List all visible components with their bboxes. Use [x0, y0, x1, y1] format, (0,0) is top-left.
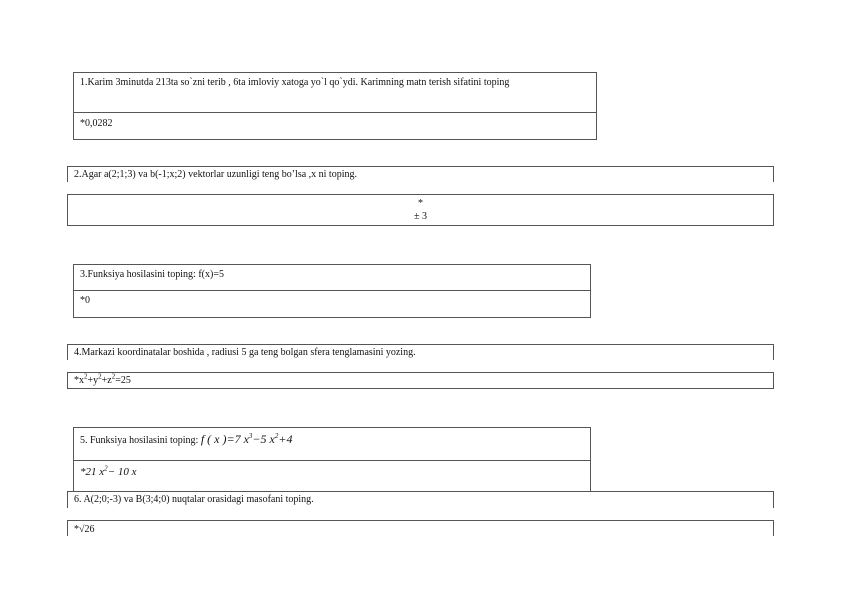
formula-exp-b: 2	[274, 432, 279, 440]
question-6-text	[67, 491, 774, 508]
formula-part-c: +4	[278, 432, 293, 446]
answer-6-star: *	[74, 524, 79, 535]
answer-6-root: √26	[79, 524, 95, 535]
question-2-label: 2.Agar a(2;1;3) va b(-1;x;2) vektorlar uzunligi teng bo’lsa ,x ni toping.	[74, 169, 357, 180]
question-4-label: 4.Markazi koordinatalar boshida , radiusi 5 ga teng bolgan sfera tenglamasini yozing.	[74, 347, 416, 358]
answer-1-cell	[73, 113, 597, 140]
answer-4-exp-x: 2	[84, 372, 88, 381]
question-4-text	[67, 344, 774, 360]
answer-5-exp: 2	[104, 464, 108, 473]
answer-5-cell	[73, 461, 591, 491]
answer-3-label: *0	[80, 295, 90, 306]
formula-part-b: −5 x	[252, 432, 275, 446]
question-3-label: 3.Funksiya hosilasini toping: f(x)=5	[80, 269, 224, 280]
question-1-label: 1.Karim 3minutda 213ta so`zni terib , 6ta imloviy xatoga yo`l qo`ydi. Karimning matn terish sifatini toping	[80, 77, 510, 88]
answer-5-part-b: − 10 x	[107, 466, 137, 478]
answer-1-label: *0,0282	[80, 118, 113, 129]
answer-2-value: ± 3	[414, 211, 427, 222]
answer-6-cell	[67, 520, 774, 536]
question-5-label: 5. Funksiya hosilasini toping:	[80, 435, 199, 446]
question-6-label: 6. A(2;0;-3) va B(3;4;0) nuqtalar orasidagi masofani toping.	[74, 494, 314, 505]
question-2-text	[67, 166, 774, 182]
question-5-text	[73, 427, 591, 461]
answer-4-prefix: *x	[74, 375, 84, 386]
formula-part-a: f ( x )=7 x	[200, 432, 249, 446]
question-5-formula	[201, 432, 293, 446]
answer-4-suffix: =25	[115, 375, 131, 386]
answer-4-exp-y: 2	[98, 372, 102, 381]
answer-3-cell	[73, 291, 591, 318]
answer-2-star: *	[418, 198, 423, 209]
question-1-text	[73, 72, 597, 113]
answer-4-y: +y	[87, 375, 99, 386]
answer-5-formula	[80, 466, 136, 478]
answer-5-part-a: *21 x	[80, 466, 105, 478]
answer-4-z: +z	[101, 375, 112, 386]
answer-4-cell	[67, 372, 774, 389]
question-3-text	[73, 264, 591, 291]
formula-exp-a: 3	[248, 432, 253, 440]
answer-4-exp-z: 2	[111, 372, 116, 381]
answer-2-cell	[67, 194, 774, 226]
